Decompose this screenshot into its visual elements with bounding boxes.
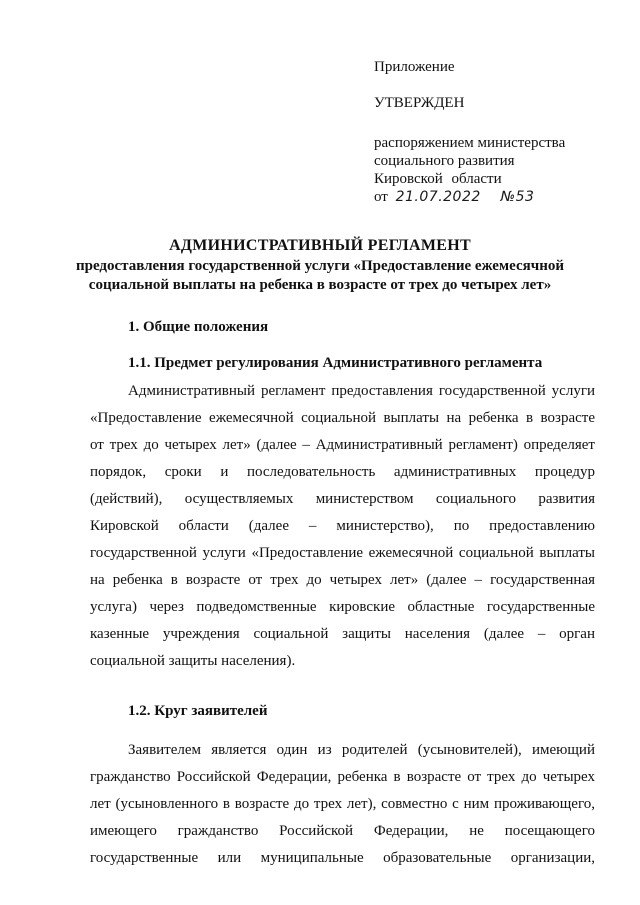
text-line: гражданство Российской Федерации, ребенка в возрасте от трех до четырех [90, 769, 595, 785]
text-line: имеющего гражданство Российской Федерации, не посещающего [90, 823, 595, 839]
document-subtitle-line: предоставления государственной услуги «Предоставление ежемесячной [75, 258, 565, 274]
text-line: от трех до четырех лет» (далее – Административный регламент) определяет [90, 437, 595, 453]
text-line: Административный регламент предоставления государственной услуги [128, 383, 595, 399]
text-line: порядок, сроки и последовательность административных процедур [90, 464, 595, 480]
document-subtitle-line: социальной выплаты на ребенка в возрасте от трех до четырех лет» [88, 277, 552, 293]
text-line: Кировской области (далее – министерство), по предоставлению [90, 518, 595, 534]
document-title: АДМИНИСТРАТИВНЫЙ РЕГЛАМЕНТ [169, 237, 471, 254]
text-line: на ребенка в возрасте от трех до четырех лет» (далее – государственная [90, 572, 595, 588]
section-heading-subject: 1.1. Предмет регулирования Административного регламента [128, 355, 543, 371]
text-line: государственной услуги «Предоставление ежемесячной социальной выплаты [90, 545, 595, 561]
text-line: услуга) через подведомственные кировские областные государственные [90, 599, 595, 615]
text-line: лет (усыновленного в возрасте до трех лет), совместно с ним проживающего, [90, 796, 595, 812]
approved-by-line: социального развития [374, 153, 515, 169]
handwritten-number: №53 [500, 189, 535, 205]
appendix-label: Приложение [374, 59, 455, 75]
approved-label: УТВЕРЖДЕН [374, 95, 465, 111]
handwritten-date: 21.07.2022 [395, 189, 481, 205]
text-line: «Предоставление ежемесячной социальной выплаты на ребенка в возрасте [90, 410, 595, 426]
approved-by-line: Кировской области [374, 171, 502, 187]
section-heading-general: 1. Общие положения [128, 319, 269, 335]
text-line: социальной защиты населения). [90, 653, 296, 669]
date-prefix: от [374, 189, 388, 205]
text-line: государственные или муниципальные образовательные организации, [90, 850, 595, 866]
section-heading-applicants: 1.2. Круг заявителей [128, 703, 268, 719]
approved-by-line: распоряжением министерства [374, 135, 566, 151]
text-line: (действий), осуществляемых министерством социального развития [90, 491, 595, 507]
text-line: казенные учреждения социальной защиты населения (далее – орган [90, 626, 595, 642]
text-line: Заявителем является один из родителей (усыновителей), имеющий [128, 742, 595, 758]
date-number-line [374, 188, 534, 206]
